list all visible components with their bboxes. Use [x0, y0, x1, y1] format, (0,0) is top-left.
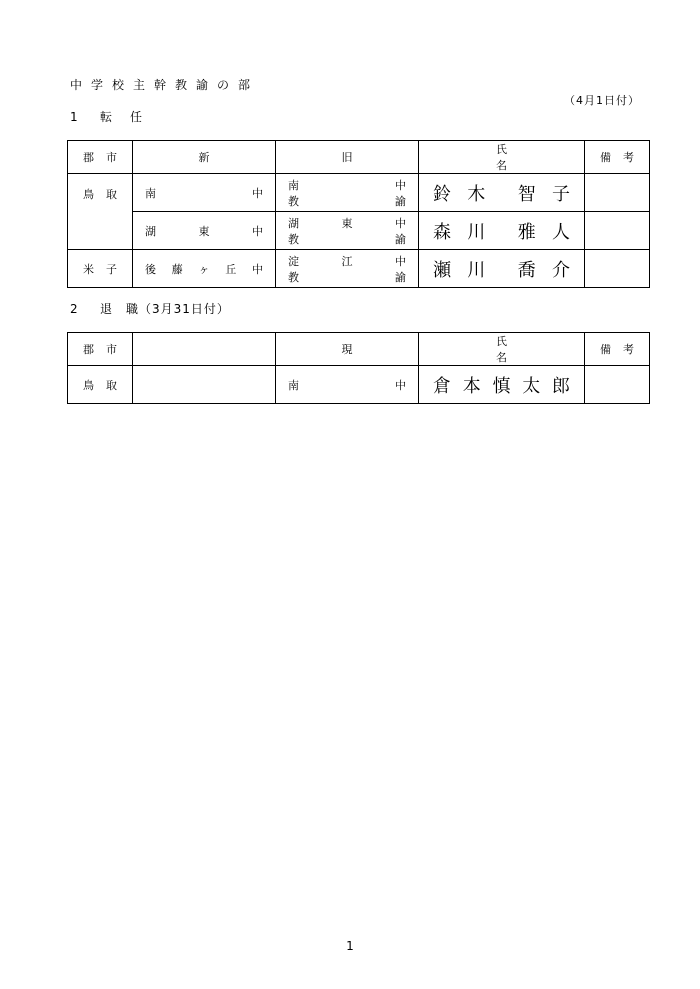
remarks-cell: [585, 250, 650, 288]
table-header-row: [68, 333, 650, 366]
section-transfer-heading: [70, 108, 160, 125]
section-label: 転任: [100, 110, 161, 124]
old-school-cell: 南 中 教 諭: [276, 174, 419, 212]
header-city: 郡市: [68, 141, 133, 174]
header-city: 郡市: [68, 333, 133, 366]
section-number: 1: [70, 110, 78, 124]
name-cell: 倉 本 慎 太 郎: [419, 366, 585, 404]
header-old: 旧: [276, 141, 419, 174]
city-cell: 米子: [68, 250, 133, 288]
header-name: 氏名: [419, 333, 585, 366]
page-title: 中学校主幹教諭の部: [70, 78, 260, 92]
page-number: 1: [346, 939, 354, 953]
old-school-cell: 湖 東 中 教 諭: [276, 212, 419, 250]
table-row: [68, 366, 650, 404]
remarks-cell: [585, 174, 650, 212]
section-retirement-heading: [70, 300, 230, 317]
city-cell: 鳥取: [68, 366, 133, 404]
header-name: 氏名: [419, 141, 585, 174]
retirement-table: [67, 332, 650, 404]
name-cell: 瀬 川 喬 介: [419, 250, 585, 288]
header-new: 新: [133, 141, 276, 174]
table-row: [68, 174, 650, 212]
name-cell: 森 川 雅 人: [419, 212, 585, 250]
remarks-cell: [585, 212, 650, 250]
name-cell: 鈴 木 智 子: [419, 174, 585, 212]
new-school-cell: 南 中: [133, 174, 276, 212]
header-remarks: 備考: [585, 141, 650, 174]
city-cell: 鳥取: [68, 174, 133, 250]
transfer-table: [67, 140, 650, 288]
current-school-cell: 南 中: [276, 366, 419, 404]
table-header-row: [68, 141, 650, 174]
remarks-cell: [585, 366, 650, 404]
blank-cell: [133, 366, 276, 404]
header-remarks: 備考: [585, 333, 650, 366]
old-school-cell: 淀 江 中 教 諭: [276, 250, 419, 288]
new-school-cell: 湖 東 中: [133, 212, 276, 250]
section-number: 2: [70, 302, 78, 316]
header-blank: [133, 333, 276, 366]
new-school-cell: 後 藤 ヶ 丘 中: [133, 250, 276, 288]
table-row: [68, 212, 650, 250]
effective-date: （4月1日付）: [564, 94, 640, 107]
section-label: 退 職（3月31日付）: [100, 302, 230, 316]
table-row: [68, 250, 650, 288]
header-current: 現: [276, 333, 419, 366]
